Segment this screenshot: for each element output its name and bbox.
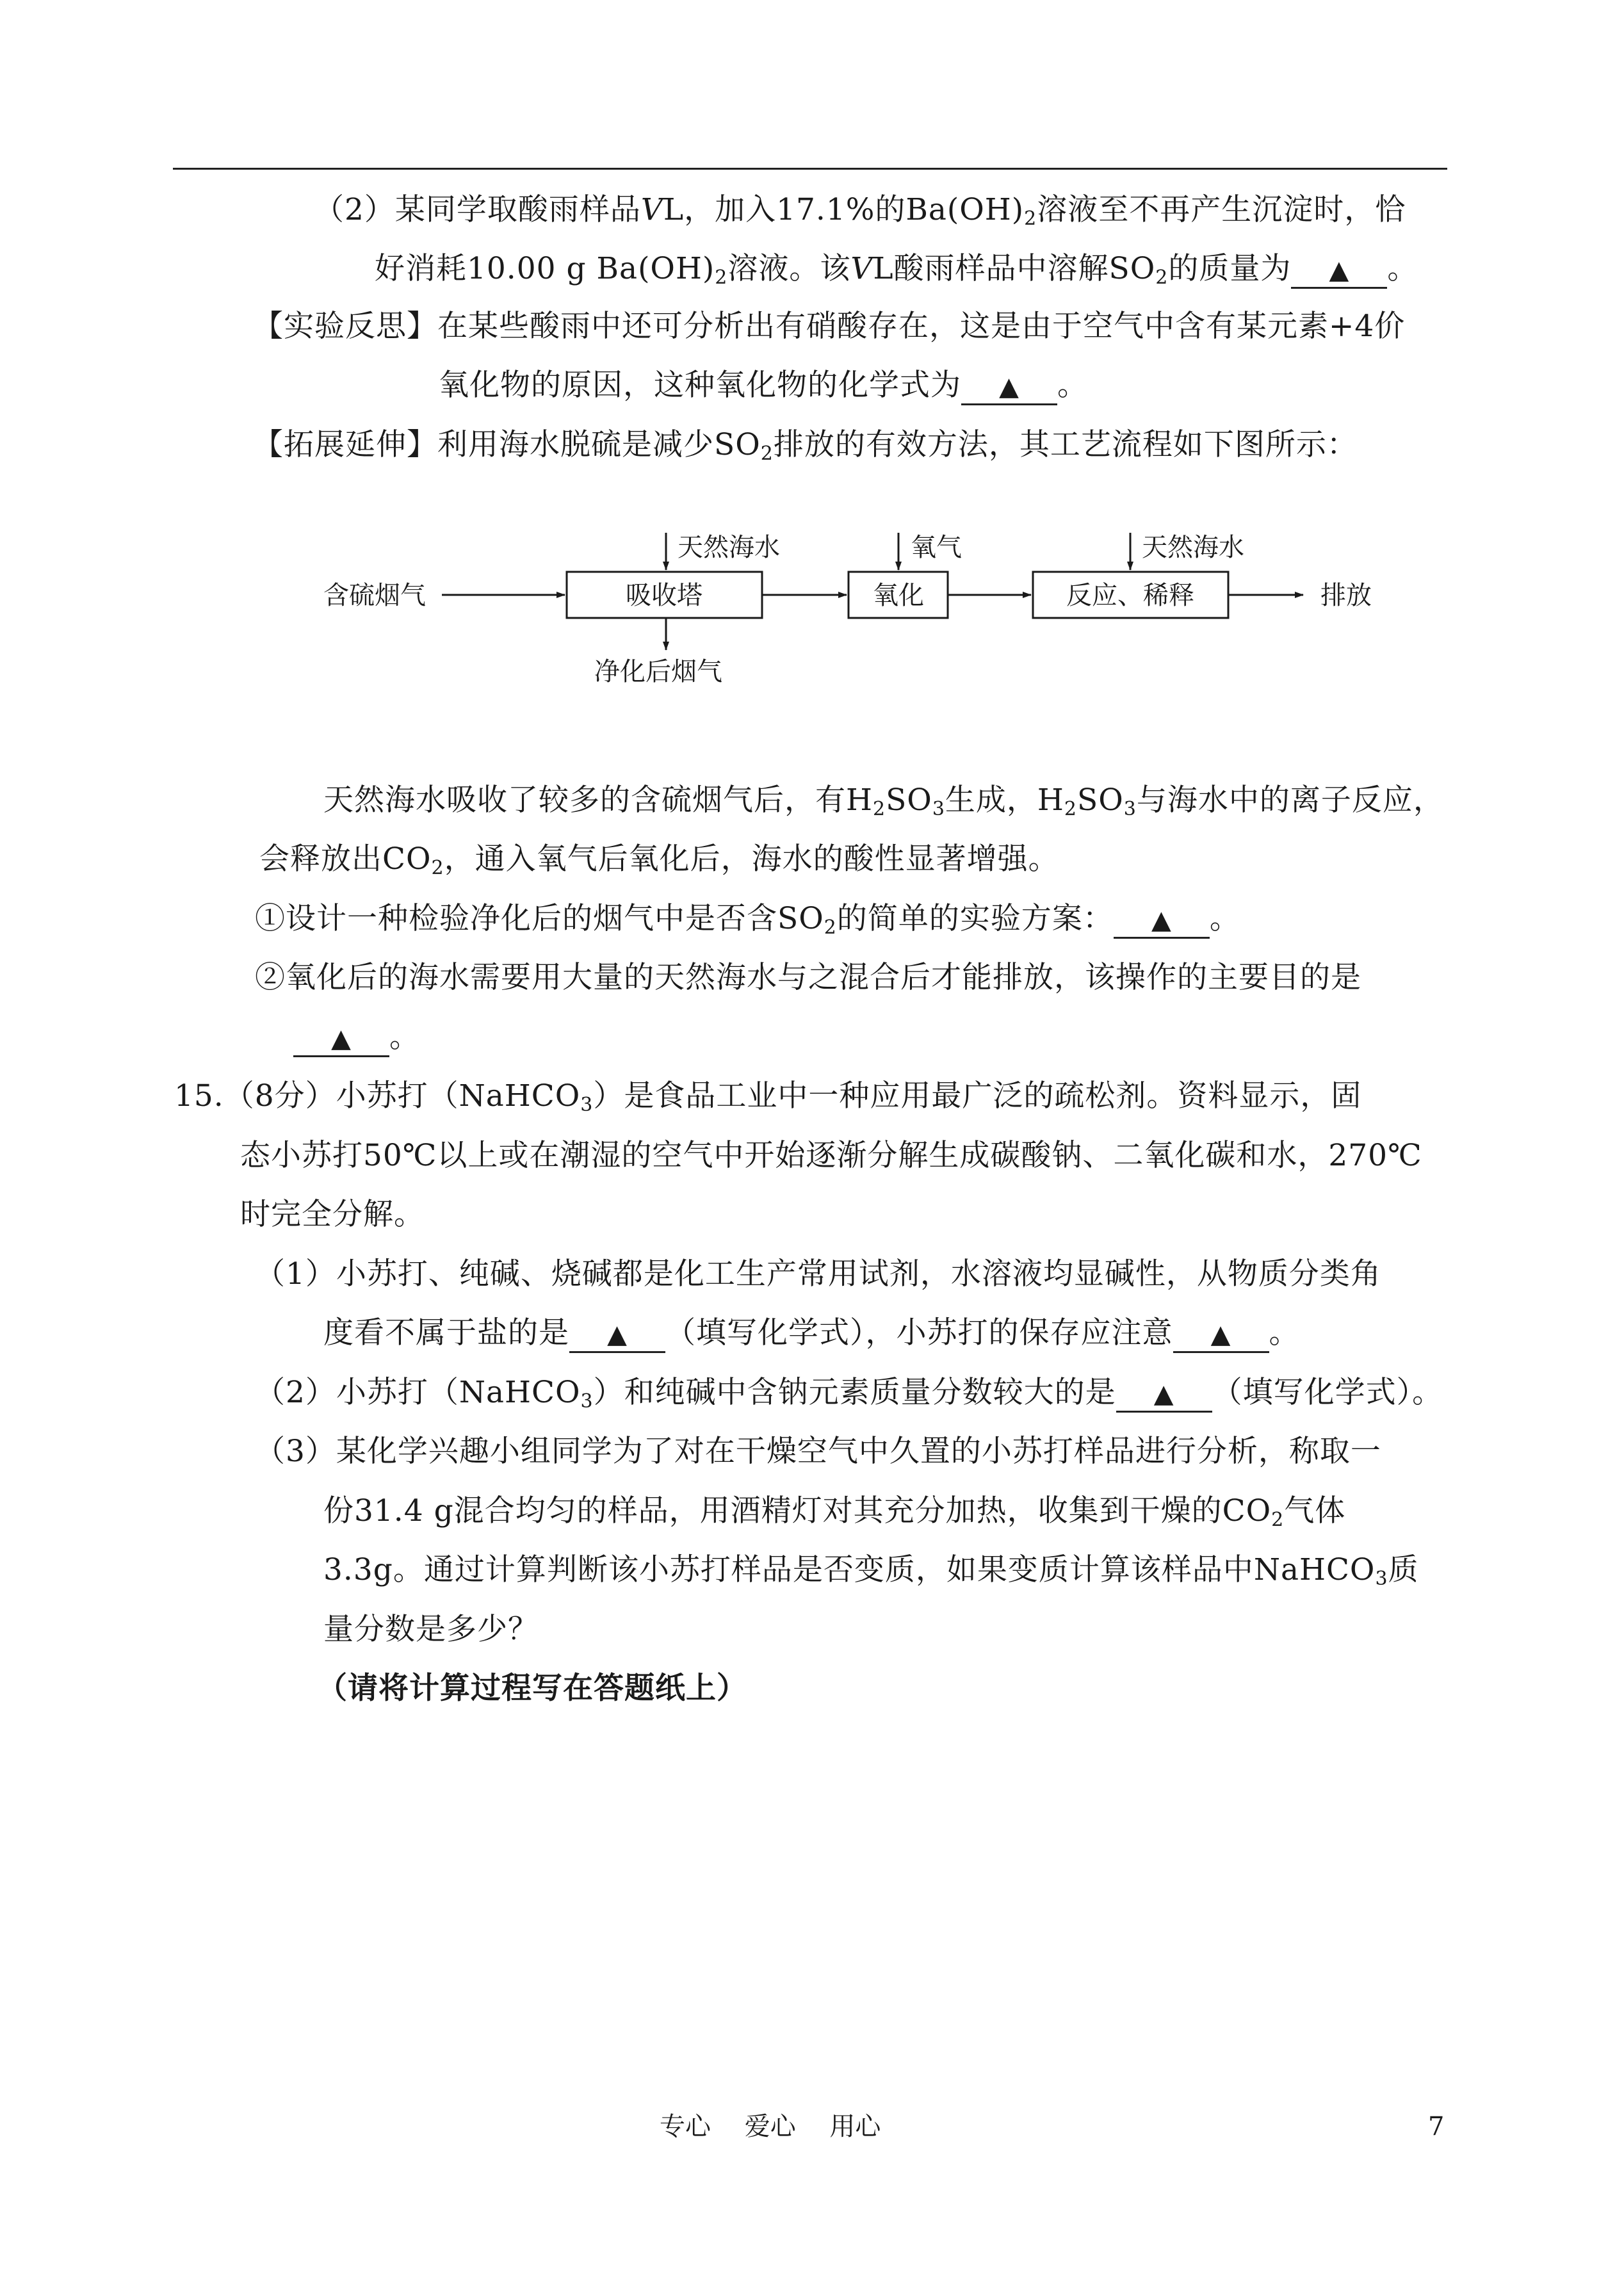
flow-bottom1-label: 净化后烟气 [594,657,722,686]
flow-box3-label: 反应、稀释 [1066,581,1194,610]
triangle-icon: ▲ [1153,1379,1174,1409]
q15-part3-line4: 量分数是多少？ [323,1612,539,1647]
answer-blank[interactable] [1291,252,1387,289]
q15-part1-line1: （1）小苏打、纯碱、烧碱都是化工生产常用试剂，水溶液均显碱性，从物质分类角 [255,1256,1381,1292]
answer-blank[interactable] [569,1317,665,1353]
answer-blank[interactable] [1116,1376,1212,1413]
q15-part3-line2: 份31.4 g混合均匀的样品，用酒精灯对其充分加热，收集到干燥的$CO_2$气体 [323,1493,1346,1531]
q15-part3-line3: 3.3g。通过计算判断该小苏打样品是否变质，如果变质计算该样品中NaHCO$_3$质 [323,1552,1419,1590]
extension-line: 【拓展延伸】利用海水脱硫是减少$SO_2$排放的有效方法，其工艺流程如下图所示： [253,427,1358,465]
reflection-line1: 【实验反思】在某些酸雨中还可分析出有硝酸存在，这是由于空气中含有某元素+4价 [253,309,1406,344]
item1-line: ①设计一种检验净化后的烟气中是否含$SO_2$的简单的实验方案： ▲ 。 [255,901,1240,939]
answer-blank[interactable] [961,369,1057,405]
answer-blank[interactable] [293,1021,389,1057]
q15-intro-line1: 15.（8分）小苏打（NaHCO$_3$）是食品工业中一种应用最广泛的疏松剂。资料显示，固 [174,1078,1362,1116]
q14-part2-line1: （2）某同学取酸雨样品VL，加入17.1%的$Ba(OH)_2$溶液至不再产生沉淀时，恰 [314,192,1406,230]
flow-box1-label: 吸收塔 [626,581,702,610]
triangle-icon: ▲ [999,372,1019,401]
process-flow-diagram [0,512,1624,704]
triangle-icon: ▲ [331,1024,352,1053]
answer-blank[interactable] [1173,1317,1269,1353]
header-rule [173,168,1447,170]
footer-motto: 专心 爱心 用心 [660,2112,881,2141]
flow-input-label: 含硫烟气 [323,581,426,610]
flow-top3-label: 天然海水 [1142,533,1244,562]
q14-part2-line2: 好消耗10.00 g $Ba(OH)_2$溶液。该VL酸雨样品中溶解$SO_2$的质量为 ▲ 。 [375,251,1418,289]
page-number: 7 [1428,2112,1445,2141]
triangle-icon: ▲ [1151,905,1172,935]
q15-part1-line2: 度看不属于盐的是 ▲ （填写化学式），小苏打的保存应注意 ▲ 。 [323,1314,1300,1353]
item2-line1: ②氧化后的海水需要用大量的天然海水与之混合后才能排放，该操作的主要目的是 [255,960,1361,995]
flow-output-label: 排放 [1320,581,1372,610]
flow-top2-label: 氧气 [911,533,962,562]
triangle-icon: ▲ [1329,255,1350,285]
reflection-line2: 氧化物的原因，这种氧化物的化学式为 ▲ 。 [439,366,1088,405]
q15-part3-line1: （3）某化学兴趣小组同学为了对在干燥空气中久置的小苏打样品进行分析，称取一 [255,1434,1381,1469]
q15-intro-line3: 时完全分解。 [240,1197,425,1232]
triangle-icon: ▲ [1210,1320,1231,1349]
flow-box2-label: 氧化 [873,581,924,610]
item2-line2: ▲ 。 [293,1018,420,1057]
q15-part3-note: （请将计算过程写在答题纸上） [317,1671,747,1706]
triangle-icon: ▲ [607,1320,628,1349]
q15-part2-line: （2）小苏打（NaHCO$_3$）和纯碱中含钠元素质量分数较大的是 ▲ （填写化学式）。 [255,1375,1443,1413]
q15-intro-line2: 态小苏打50℃以上或在潮湿的空气中开始逐渐分解生成碳酸钠、二氧化碳和水，270℃ [240,1138,1422,1173]
paragraph-line1: 天然海水吸收了较多的含硫烟气后，有$H_2SO_3$生成，$H_2SO_3$与海水中的离子反应， [323,783,1444,820]
paragraph-line2: 会释放出$CO_2$，通入氧气后氧化后，海水的酸性显著增强。 [259,841,1059,879]
flow-top1-label: 天然海水 [678,533,780,562]
answer-blank[interactable] [1114,902,1210,939]
